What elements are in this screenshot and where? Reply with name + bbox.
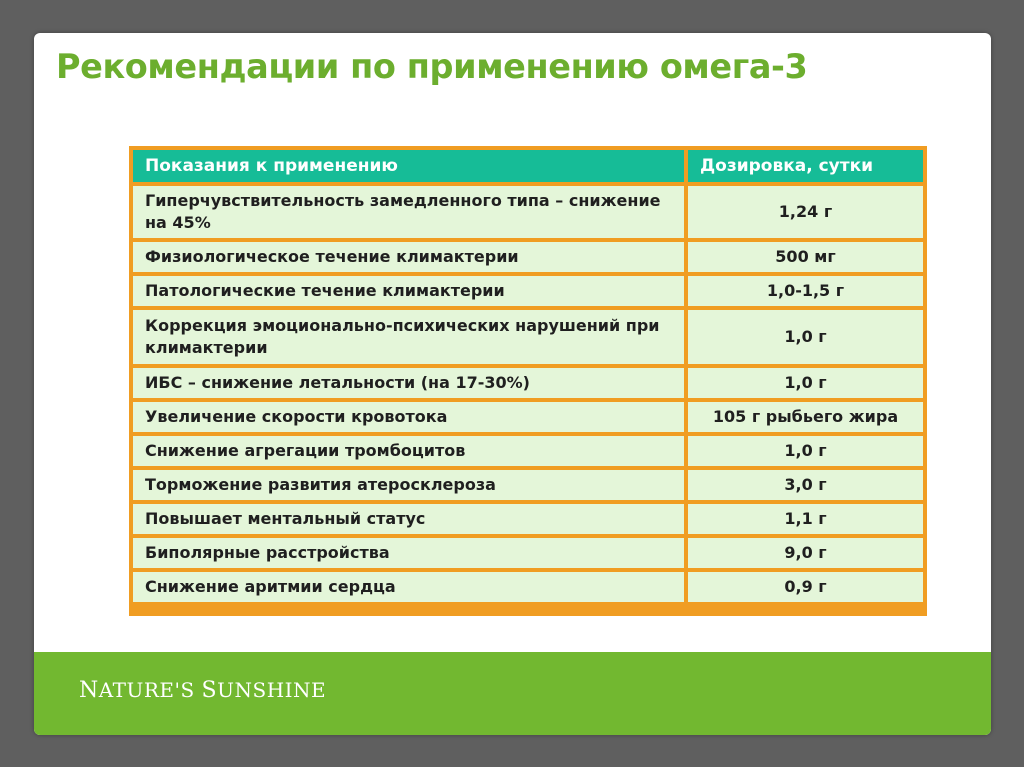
- dosage-cell: 1,0 г: [688, 368, 923, 398]
- dosage-cell: 105 г рыбьего жира: [688, 402, 923, 432]
- indication-cell: Биполярные расстройства: [133, 538, 684, 568]
- table-row: [133, 504, 923, 534]
- dosage-cell: 9,0 г: [688, 538, 923, 568]
- indication-cell: Снижение аритмии сердца: [133, 572, 684, 602]
- indication-cell: Торможение развития атеросклероза: [133, 470, 684, 500]
- indication-cell: Гиперчувствительность замедленного типа – снижение на 45%: [133, 186, 684, 238]
- dosage-table-frame: [129, 146, 927, 616]
- header-dosage: Дозировка, сутки: [688, 150, 923, 182]
- slide-title: Рекомендации по применению омега-3: [56, 47, 808, 86]
- table-row: [133, 276, 923, 306]
- indication-cell: Повышает ментальный статус: [133, 504, 684, 534]
- table-row: [133, 572, 923, 602]
- indication-cell: Коррекция эмоционально-психических нарушений при климактерии: [133, 310, 684, 364]
- indication-cell: Увеличение скорости кровотока: [133, 402, 684, 432]
- indication-cell: Физиологическое течение климактерии: [133, 242, 684, 272]
- table-row: [133, 310, 923, 364]
- dosage-cell: 0,9 г: [688, 572, 923, 602]
- dosage-cell: 500 мг: [688, 242, 923, 272]
- dosage-cell: 3,0 г: [688, 470, 923, 500]
- indication-cell: Снижение агрегации тромбоцитов: [133, 436, 684, 466]
- brand-logo: NATURE'S SUNSHINE: [79, 678, 327, 703]
- table-row: [133, 242, 923, 272]
- table-row: [133, 186, 923, 238]
- table-row: [133, 470, 923, 500]
- dosage-cell: 1,0 г: [688, 436, 923, 466]
- dosage-cell: 1,24 г: [688, 186, 923, 238]
- dosage-cell: 1,0 г: [688, 310, 923, 364]
- footer-band: [34, 652, 991, 735]
- dosage-table: [129, 146, 927, 606]
- table-row: [133, 436, 923, 466]
- dosage-cell: 1,1 г: [688, 504, 923, 534]
- table-row: [133, 402, 923, 432]
- table-row: [133, 368, 923, 398]
- slide: [34, 33, 991, 735]
- dosage-cell: 1,0-1,5 г: [688, 276, 923, 306]
- table-header-row: [133, 150, 923, 182]
- table-row: [133, 538, 923, 568]
- header-indication: Показания к применению: [133, 150, 684, 182]
- indication-cell: Патологические течение климактерии: [133, 276, 684, 306]
- indication-cell: ИБС – снижение летальности (на 17-30%): [133, 368, 684, 398]
